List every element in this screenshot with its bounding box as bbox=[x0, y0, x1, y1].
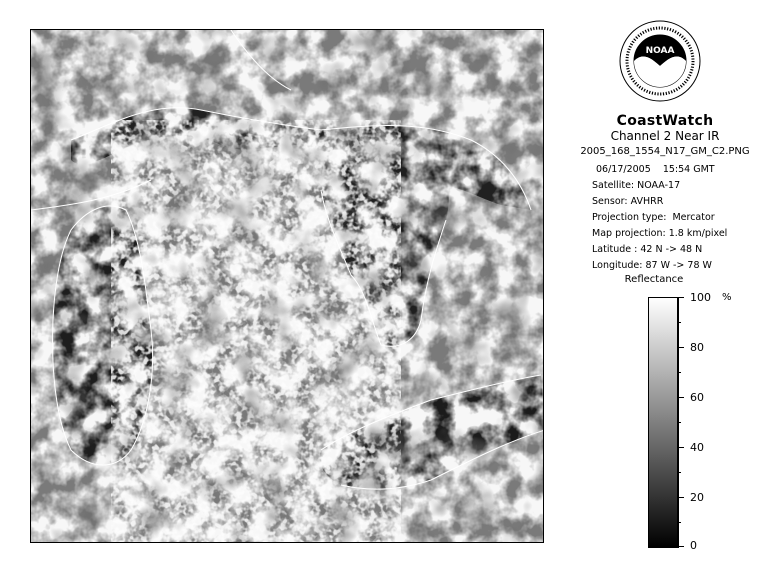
colorbar-tick-label: 60 bbox=[690, 391, 704, 404]
longitude-range: Longitude: 87 W -> 78 W bbox=[592, 260, 712, 271]
satellite-scene bbox=[31, 30, 544, 543]
channel-label: Channel 2 Near IR bbox=[610, 129, 720, 143]
latitude-range: Latitude : 42 N -> 48 N bbox=[592, 244, 703, 255]
sensor-label: Sensor: AVHRR bbox=[592, 196, 664, 207]
satellite-label: Satellite: NOAA-17 bbox=[592, 180, 681, 191]
noaa-seal-icon bbox=[619, 20, 701, 102]
colorbar-title: Reflectance bbox=[624, 274, 684, 285]
colorbar-tick bbox=[678, 347, 684, 348]
colorbar-tick bbox=[678, 397, 684, 398]
colorbar-tick-label: 80 bbox=[690, 341, 704, 354]
filename-label: 2005_168_1554_N17_GM_C2.PNG bbox=[580, 146, 750, 157]
colorbar-tick bbox=[678, 297, 684, 298]
noaa-logo bbox=[619, 20, 701, 102]
cloud-shadow-layer bbox=[31, 30, 544, 543]
reflectance-colorbar bbox=[648, 297, 678, 548]
colorbar-minor-tick bbox=[678, 422, 681, 423]
satellite-image bbox=[30, 29, 544, 543]
date-time: 06/17/2005 15:54 GMT bbox=[596, 164, 715, 175]
product-title: CoastWatch bbox=[616, 113, 714, 129]
colorbar-minor-tick bbox=[678, 522, 681, 523]
colorbar-tick-label: 20 bbox=[690, 491, 704, 504]
colorbar-tick-label: 100 bbox=[690, 291, 711, 304]
colorbar-tick bbox=[678, 447, 684, 448]
map-projection: Map projection: 1.8 km/pixel bbox=[592, 228, 728, 239]
projection-type: Projection type: Mercator bbox=[592, 212, 715, 223]
colorbar-minor-tick bbox=[678, 372, 681, 373]
colorbar-unit: % bbox=[722, 292, 732, 303]
svg-text:NOAA: NOAA bbox=[645, 46, 675, 56]
colorbar-minor-tick bbox=[678, 322, 681, 323]
colorbar-tick-label: 0 bbox=[690, 539, 697, 552]
colorbar-tick bbox=[678, 546, 684, 547]
colorbar-tick bbox=[678, 497, 684, 498]
colorbar-minor-tick bbox=[678, 472, 681, 473]
colorbar-tick-label: 40 bbox=[690, 441, 704, 454]
